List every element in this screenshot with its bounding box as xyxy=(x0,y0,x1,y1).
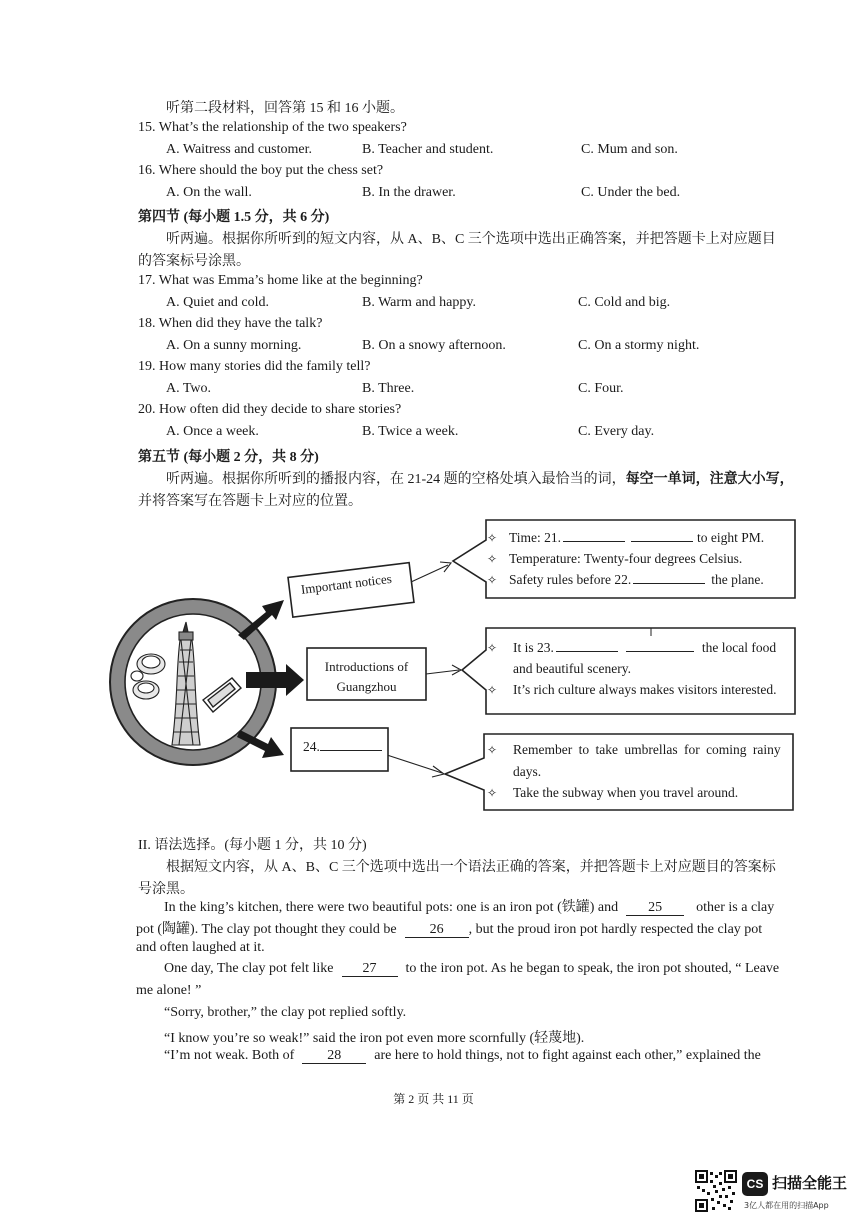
question-17: 17. What was Emma’s home like at the beginning? xyxy=(138,273,423,288)
passage-text: are here to hold things, not to fight against each other,” explained the xyxy=(374,1048,761,1063)
option-19a: A. Two. xyxy=(166,381,212,396)
answer-blank-21a[interactable] xyxy=(563,541,625,542)
question-18: 18. When did they have the talk? xyxy=(138,316,323,331)
answer-blank-28[interactable]: 28 xyxy=(302,1048,366,1064)
box2-food-pre: It is 23. xyxy=(513,640,554,655)
notice-introductions xyxy=(307,657,426,697)
notice-24-label: 24. xyxy=(303,739,320,754)
box2-bullet-food xyxy=(487,640,776,656)
star-icon: ✧ xyxy=(487,641,498,655)
box2-food-cont: and beautiful scenery. xyxy=(513,661,631,676)
section-5-instruction-cont: 并将答案写在答题卡上对应的位置。 xyxy=(138,494,362,509)
passage-text: In the king’s kitchen, there were two beautiful pots: one is an iron pot (铁罐) and xyxy=(164,900,619,915)
box1-time-post: to eight PM. xyxy=(697,530,765,545)
answer-blank-25[interactable]: 25 xyxy=(626,900,684,916)
option-18a: A. On a sunny morning. xyxy=(166,338,302,353)
box1-safety-pre: Safety rules before 22. xyxy=(509,572,632,587)
option-20a: A. Once a week. xyxy=(166,424,259,439)
box1-safety-post: the plane. xyxy=(711,572,764,587)
option-19b: B. Three. xyxy=(362,381,415,396)
box1-temperature: Temperature: Twenty-four degrees Celsius. xyxy=(509,551,743,566)
answer-blank-26[interactable]: 26 xyxy=(405,922,469,938)
star-icon: ✧ xyxy=(487,683,498,697)
box3-bullet-subway xyxy=(487,785,738,801)
section-4-instruction-cont: 的答案标号涂黑。 xyxy=(138,254,250,269)
passage-text: One day, The clay pot felt like xyxy=(164,961,334,976)
passage-text: pot (陶罐). The clay pot thought they could be xyxy=(136,922,397,937)
passage-line-4 xyxy=(164,961,779,977)
star-icon: ✧ xyxy=(487,531,498,545)
option-16b: B. In the drawer. xyxy=(362,185,456,200)
qr-code-icon xyxy=(695,1170,737,1212)
section-4-title: 第四节 (每小题 1.5 分，共 6 分) xyxy=(138,210,330,225)
notice-introductions-line1: Introductions of xyxy=(324,659,409,674)
box1-bullet-time xyxy=(487,530,764,546)
box3-subway: Take the subway when you travel around. xyxy=(513,785,739,800)
box3-umbrella-cont: days. xyxy=(513,764,542,779)
option-20b: B. Twice a week. xyxy=(362,424,459,439)
box1-bullet-temperature xyxy=(487,551,742,567)
grammar-instruction: 根据短文内容，从 A、B、C 三个选项中选出一个语法正确的答案，并把答题卡上对应题目的答案标 xyxy=(166,860,776,875)
section-5-instruction-bold: 每空一单词，注意大小写， xyxy=(625,472,794,487)
question-20: 20. How often did they decide to share stories? xyxy=(138,402,402,417)
star-icon: ✧ xyxy=(487,786,498,800)
option-17b: B. Warm and happy. xyxy=(362,295,476,310)
option-18c: C. On a stormy night. xyxy=(578,338,700,353)
option-16c: C. Under the bed. xyxy=(581,185,681,200)
section-instruction: 听第二段材料，回答第 15 和 16 小题。 xyxy=(166,101,404,116)
notice-important: Important notices xyxy=(300,570,393,597)
notice-introductions-line2: Guangzhou xyxy=(336,679,397,694)
option-19c: C. Four. xyxy=(578,381,624,396)
question-15: 15. What’s the relationship of the two speakers? xyxy=(138,120,407,135)
option-16a: A. On the wall. xyxy=(166,185,252,200)
passage-text: , but the proud iron pot hardly respected the clay pot xyxy=(468,922,763,937)
box1-time-pre: Time: 21. xyxy=(509,530,562,545)
passage-line-5: me alone! ” xyxy=(136,983,202,998)
star-icon: ✧ xyxy=(487,743,498,757)
section-4-instruction: 听两遍。根据你所听到的短文内容，从 A、B、C 三个选项中选出正确答案，并把答题卡上对应题目 xyxy=(166,232,776,247)
notice-24 xyxy=(303,739,382,755)
page-footer: 第 2 页 共 11 页 xyxy=(393,1092,474,1106)
answer-blank-27[interactable]: 27 xyxy=(342,961,398,977)
option-18b: B. On a snowy afternoon. xyxy=(362,338,506,353)
box3-umbrella: Remember to take umbrellas for coming rainy xyxy=(513,742,781,757)
answer-blank-21b[interactable] xyxy=(631,541,693,542)
scanner-app-name: 扫描全能王 xyxy=(772,1174,848,1192)
box1-bullet-safety xyxy=(487,572,764,588)
star-icon: ✧ xyxy=(487,552,498,566)
passage-line-6: “Sorry, brother,” the clay pot replied softly. xyxy=(164,1005,407,1020)
option-20c: C. Every day. xyxy=(578,424,655,439)
answer-blank-23b[interactable] xyxy=(626,651,694,652)
scanner-logo-icon: CS xyxy=(742,1172,768,1196)
scanner-app-tagline: 3亿人都在用的扫描App xyxy=(744,1201,829,1210)
answer-blank-24[interactable] xyxy=(320,750,382,751)
section-5-title: 第五节 (每小题 2 分，共 8 分) xyxy=(138,450,319,465)
grammar-instruction-cont: 号涂黑。 xyxy=(138,882,194,897)
passage-line-8 xyxy=(164,1048,761,1064)
option-15a: A. Waitress and customer. xyxy=(166,142,312,157)
passage-text: other is a clay xyxy=(696,900,775,915)
passage-line-1 xyxy=(164,896,774,916)
box3-bullet-umbrella xyxy=(487,742,781,758)
star-icon: ✧ xyxy=(487,573,498,587)
question-19: 19. How many stories did the family tell? xyxy=(138,359,371,374)
question-16: 16. Where should the boy put the chess set? xyxy=(138,163,384,178)
passage-line-7: “I know you’re so weak!” said the iron pot even more scornfully (轻蔑地). xyxy=(164,1031,585,1046)
box2-bullet-culture xyxy=(487,682,777,698)
option-17c: C. Cold and big. xyxy=(578,295,671,310)
passage-line-3: and often laughed at it. xyxy=(136,940,265,955)
option-15c: C. Mum and son. xyxy=(581,142,678,157)
passage-text: “I’m not weak. Both of xyxy=(164,1048,295,1063)
answer-blank-23a[interactable] xyxy=(556,651,618,652)
option-17a: A. Quiet and cold. xyxy=(166,295,270,310)
box2-culture: It’s rich culture always makes visitors interested. xyxy=(513,682,777,697)
answer-blank-22[interactable] xyxy=(633,583,705,584)
option-15b: B. Teacher and student. xyxy=(362,142,494,157)
passage-line-2 xyxy=(136,918,762,938)
passage-text: to the iron pot. As he began to speak, the iron pot shouted, “ Leave xyxy=(405,961,780,976)
box2-food-post: the local food xyxy=(701,640,777,655)
grammar-title: II. 语法选择。(每小题 1 分，共 10 分) xyxy=(138,838,367,853)
section-5-instruction-text: 听两遍。根据你所听到的播报内容，在 21-24 题的空格处填入最恰当的词， xyxy=(166,472,626,487)
